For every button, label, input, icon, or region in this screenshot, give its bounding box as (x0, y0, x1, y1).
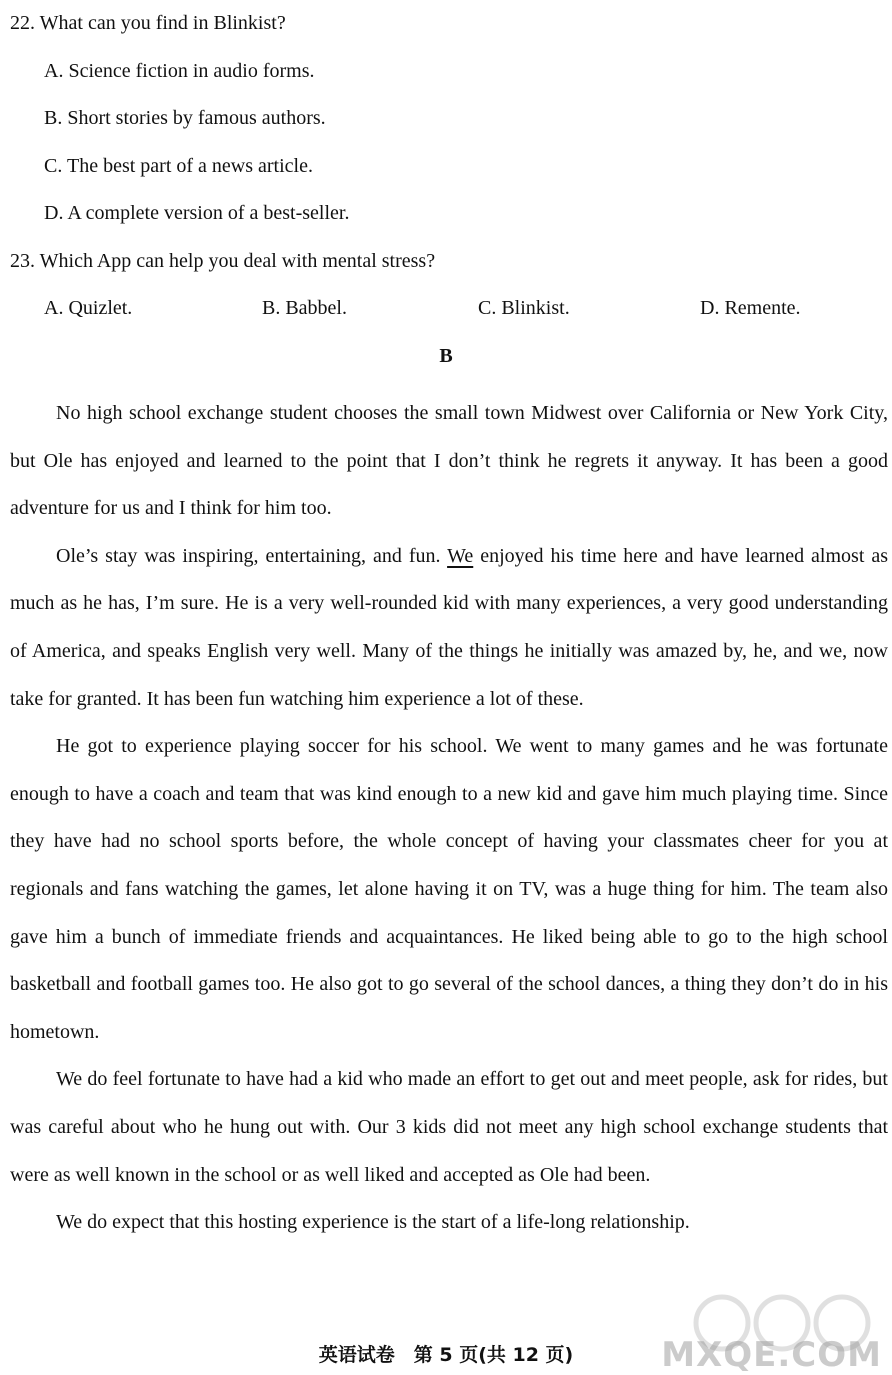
section-heading: B (439, 345, 453, 367)
question-23-option-a: A. Quizlet. (44, 297, 133, 319)
passage-paragraph-4: We do feel fortunate to have had a kid who made an effort to get out and meet people, ask for rides, but was careful about who he hung out with. Our 3 kids did not meet any high school exchange students that were as well known in the school or as well liked and accepted as Ole had been. (10, 1068, 888, 1186)
question-22-option-a: A. Science fiction in audio forms. (44, 60, 315, 82)
question-23-option-b: B. Babbel. (262, 297, 347, 319)
question-22-option-d: D. A complete version of a best-seller. (44, 202, 350, 224)
passage-paragraph-5: We do expect that this hosting experience is the start of a life-long relationship. (56, 1211, 690, 1234)
question-22-option-b: B. Short stories by famous authors. (44, 107, 326, 129)
paragraph-2-rest: enjoyed his time here and have learned almost as much as he has, I’m sure. He is a very well-rounded kid with many experiences, a very good understanding of America, and speaks English very well. Many of the things he initially was amazed by, he, and we, now take for granted. It has been fun watching him experience a lot of these. (10, 544, 888, 710)
underlined-word: We (447, 544, 474, 567)
question-23-option-d: D. Remente. (700, 297, 801, 319)
passage-paragraph-3: He got to experience playing soccer for his school. We went to many games and he was fortunate enough to have a coach and team that was kind enough to a new kid and gave him much playing time. Since they have had no school sports before, the whole concept of having your classmates cheer for you at regionals and fans watching the games, let alone having it on TV, was a huge thing for him. The team also gave him a bunch of immediate friends and acquaintances. He liked being able to go to the high school basketball and football games too. He also got to go several of the school dances, a thing they don’t do in his hometown. (10, 735, 888, 1043)
passage-paragraph-2 (10, 533, 888, 723)
question-22-stem: 22. What can you find in Blinkist? (10, 12, 286, 34)
question-23-stem: 23. Which App can help you deal with mental stress? (10, 250, 436, 272)
question-22-option-c: C. The best part of a news article. (44, 155, 313, 177)
question-23-options (0, 297, 892, 327)
question-23-option-c: C. Blinkist. (478, 297, 570, 319)
page-footer: 英语试卷 第 5 页(共 12 页) (318, 1344, 574, 1366)
reading-passage (10, 390, 888, 1247)
watermark-text: MXQE.COM (661, 1335, 882, 1375)
passage-paragraph-1: No high school exchange student chooses the small town Midwest over California or New York City, but Ole has enjoyed and learned to the point that I don’t think he regrets it anyway. It has been a good adventure for us and I think for him too. (10, 402, 888, 520)
paragraph-2-start: Ole’s stay was inspiring, entertaining, and fun. (56, 544, 448, 567)
